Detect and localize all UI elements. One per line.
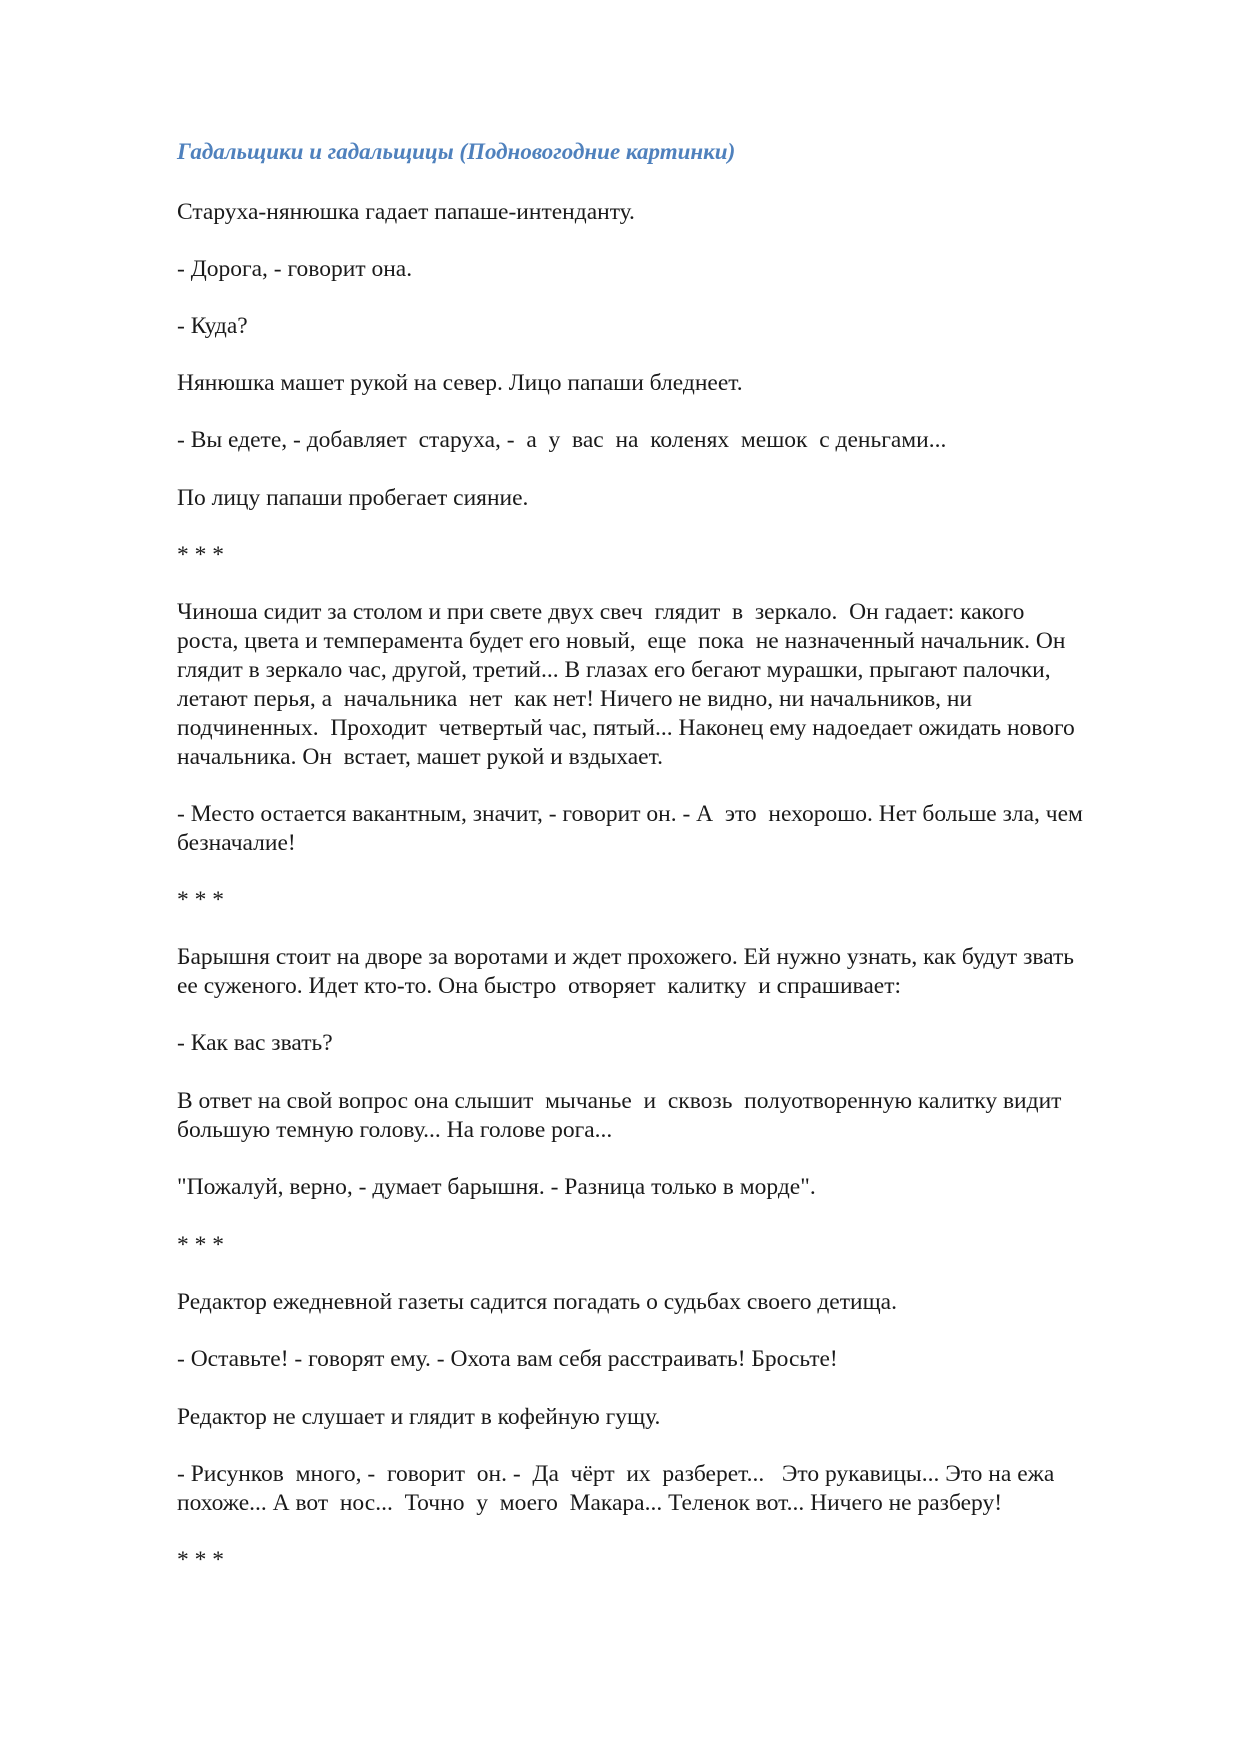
section-separator: * * *: [177, 1232, 224, 1258]
paragraph: - Как вас звать?: [177, 1030, 333, 1056]
paragraph: По лицу папаши пробегает сияние.: [177, 485, 529, 511]
section-separator: * * *: [177, 542, 224, 568]
paragraph: В ответ на свой вопрос она слышит мычанье и сквозь полуотворенную калитку видит большую темную голову... На голове рога...: [177, 1088, 1062, 1143]
paragraph: Редактор ежедневной газеты садится погадать о судьбах своего детища.: [177, 1289, 897, 1315]
section-separator: * * *: [177, 1547, 224, 1573]
paragraph: - Место остается вакантным, значит, - говорит он. - А это нехорошо. Нет больше зла, чем безначалие!: [177, 801, 1083, 856]
paragraph: - Рисунков много, - говорит он. - Да чёрт их разберет... Это рукавицы... Это на ежа похоже... А вот нос... Точно у моего Макара... Теленок вот... Ничего не разберу!: [177, 1461, 1055, 1516]
paragraph: - Вы едете, - добавляет старуха, - а у вас на коленях мешок с деньгами...: [177, 427, 947, 453]
paragraph: Редактор не слушает и глядит в кофейную гущу.: [177, 1404, 661, 1430]
paragraph: Чиноша сидит за столом и при свете двух свеч глядит в зеркало. Он гадает: какого роста, цвета и темперамента будет его новый, еще пока не назначенный начальник. Он глядит в зеркало час, другой, третий... В глазах его бегают мурашки, прыгают палочки, летают перья, а начальника нет как нет! Ничего не видно, ни начальников, ни подчиненных. Проходит четвертый час, пятый... Наконец ему надоедает ожидать нового начальника. Он встает, машет рукой и вздыхает.: [177, 599, 1075, 770]
paragraph: - Дорога, - говорит она.: [177, 256, 413, 282]
paragraph: "Пожалуй, верно, - думает барышня. - Разница только в морде".: [177, 1174, 816, 1200]
paragraph: - Куда?: [177, 313, 248, 339]
section-separator: * * *: [177, 887, 224, 913]
paragraph: Старуха-нянюшка гадает папаше-интенданту.: [177, 199, 635, 225]
paragraph: Барышня стоит на дворе за воротами и ждет прохожего. Ей нужно узнать, как будут звать ее суженого. Идет кто-то. Она быстро отворяет калитку и спрашивает:: [177, 944, 1074, 999]
paragraph: - Оставьте! - говорят ему. - Охота вам себя расстраивать! Бросьте!: [177, 1346, 838, 1372]
paragraph: Нянюшка машет рукой на север. Лицо папаши бледнеет.: [177, 370, 743, 396]
document-title: Гадальщики и гадальщицы (Подновогодние картинки): [177, 139, 736, 164]
